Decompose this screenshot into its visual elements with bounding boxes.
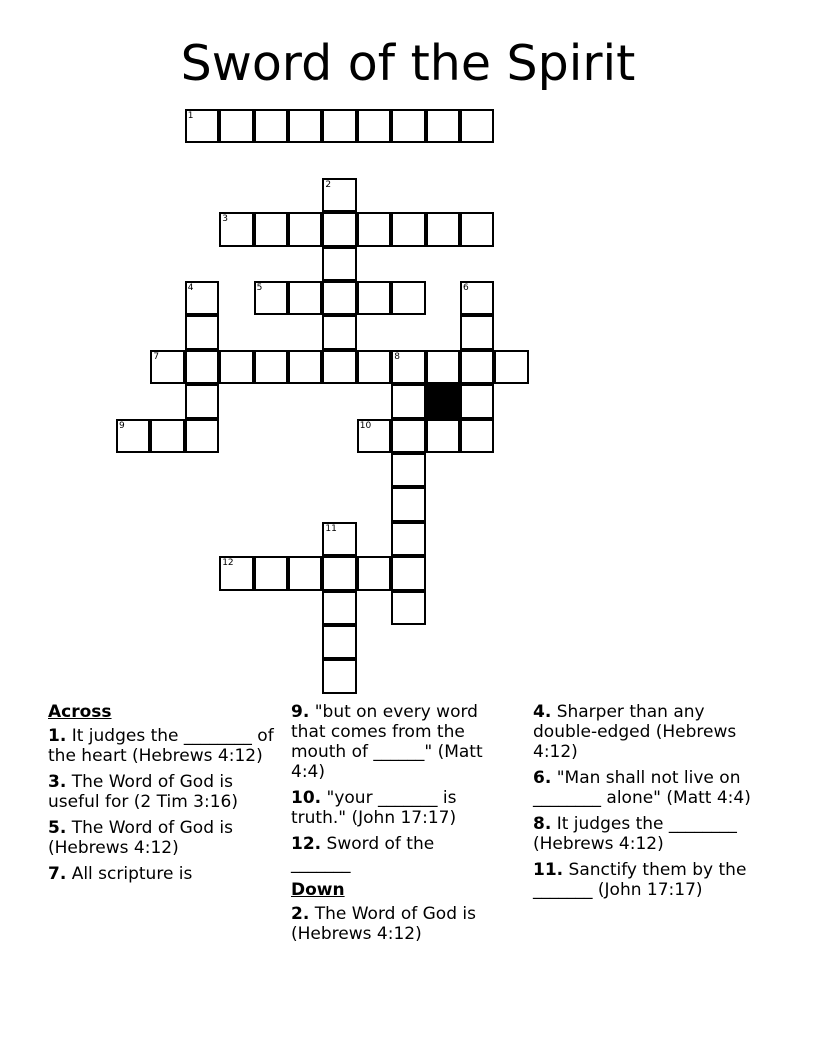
clue-text: It judges the ________ (Hebrews 4:12) [533, 814, 737, 854]
grid-cell[interactable] [357, 419, 391, 453]
grid-cell[interactable] [185, 315, 219, 349]
grid-cell[interactable] [322, 247, 356, 281]
grid-cell[interactable] [288, 212, 322, 246]
cell-number: 2 [325, 179, 332, 190]
grid-cell[interactable] [391, 556, 425, 590]
clue-text: All scripture is [71, 864, 193, 884]
grid-cell[interactable] [288, 281, 322, 315]
cell-number: 10 [359, 420, 372, 431]
clue-across-12 [291, 834, 451, 874]
grid-cell[interactable] [288, 556, 322, 590]
clue-number: 6. [533, 768, 552, 788]
clue-down-11 [533, 860, 773, 900]
grid-cell[interactable] [391, 453, 425, 487]
down-header: Down [291, 880, 345, 900]
grid-cell[interactable] [391, 419, 425, 453]
grid-cell[interactable] [460, 350, 494, 384]
grid-cell[interactable] [185, 384, 219, 418]
clue-number: 5. [48, 818, 67, 838]
grid-cell[interactable] [322, 659, 356, 693]
grid-cell[interactable] [357, 212, 391, 246]
clue-text: Sharper than any double-edged (Hebrews 4:12) [533, 702, 737, 762]
grid-cell[interactable] [391, 109, 425, 143]
grid-cell[interactable] [288, 109, 322, 143]
grid-cell[interactable] [150, 350, 184, 384]
grid-cell[interactable] [494, 350, 528, 384]
clue-column-2 [291, 702, 516, 950]
clue-number: 2. [291, 904, 310, 924]
grid-cell[interactable] [357, 281, 391, 315]
cell-number: 6 [463, 283, 469, 293]
cell-number: 9 [119, 420, 125, 431]
clue-across-9 [291, 702, 516, 782]
clue-across-1 [48, 726, 288, 766]
clue-text: The Word of God is (Hebrews 4:12) [48, 818, 233, 858]
clue-column-1 [48, 702, 288, 890]
grid-cell[interactable] [391, 384, 425, 418]
clue-across-7 [48, 864, 288, 884]
grid-cell[interactable] [460, 419, 494, 453]
grid-cell[interactable] [460, 315, 494, 349]
clue-column-3 [533, 702, 773, 906]
clue-text: The Word of God is useful for (2 Tim 3:16) [48, 772, 238, 812]
grid-cell[interactable] [322, 315, 356, 349]
clue-text: "but on every word that comes from the mouth of ______" (Matt 4:4) [291, 702, 483, 782]
grid-cell[interactable] [426, 109, 460, 143]
grid-cell[interactable] [185, 419, 219, 453]
cell-number: 1 [187, 111, 194, 121]
clue-text: The Word of God is (Hebrews 4:12) [291, 904, 476, 944]
clue-text: Sword of the _______ [291, 834, 435, 874]
grid-cell[interactable] [219, 109, 253, 143]
grid-cell[interactable] [322, 556, 356, 590]
clue-number: 1. [48, 726, 67, 746]
cell-number: 4 [187, 283, 194, 293]
puzzle-title: Sword of the Spirit [180, 35, 636, 92]
clue-number: 11. [533, 860, 564, 880]
grid-cell[interactable] [391, 487, 425, 521]
grid-cell[interactable] [185, 350, 219, 384]
clue-number: 9. [291, 702, 310, 722]
grid-cell[interactable] [426, 350, 460, 384]
grid-cell[interactable] [460, 109, 494, 143]
grid-cell[interactable] [288, 350, 322, 384]
grid-cell[interactable] [322, 109, 356, 143]
clue-down-6 [533, 768, 773, 808]
grid-cell[interactable] [185, 281, 219, 315]
cell-number: 12 [222, 558, 234, 569]
grid-cell[interactable] [254, 281, 288, 315]
clue-text: "your _______ is truth." (John 17:17) [291, 788, 457, 828]
grid-cell[interactable] [254, 212, 288, 246]
grid-cell[interactable] [391, 350, 425, 384]
cell-number: 7 [153, 351, 160, 362]
grid-cell[interactable] [322, 212, 356, 246]
grid-cell[interactable] [460, 212, 494, 246]
grid-cell[interactable] [460, 281, 494, 315]
clue-number: 4. [533, 702, 552, 722]
grid-cell[interactable] [322, 522, 356, 556]
grid-cell[interactable] [426, 419, 460, 453]
clue-down-8 [533, 814, 773, 854]
clue-number: 8. [533, 814, 552, 834]
clue-text: Sanctify them by the _______ (John 17:17) [533, 860, 747, 900]
grid-cell[interactable] [391, 591, 425, 625]
grid-cell[interactable] [150, 419, 184, 453]
grid-cell[interactable] [185, 109, 219, 143]
clue-across-10 [291, 788, 516, 828]
cell-number: 3 [222, 214, 228, 225]
clue-text: "Man shall not live on ________ alone" (Matt 4:4) [533, 768, 751, 808]
black-cell [426, 384, 460, 418]
grid-cell[interactable] [219, 556, 253, 590]
grid-cell[interactable] [322, 591, 356, 625]
grid-cell[interactable] [391, 522, 425, 556]
grid-cell[interactable] [322, 625, 356, 659]
clue-across-3 [48, 772, 288, 812]
clue-number: 3. [48, 772, 67, 792]
clue-text: It judges the ________ of the heart (Hebrews 4:12) [48, 726, 274, 766]
grid-cell[interactable] [219, 212, 253, 246]
clue-number: 10. [291, 788, 322, 808]
grid-cell[interactable] [219, 350, 253, 384]
grid-cell[interactable] [322, 350, 356, 384]
grid-cell[interactable] [254, 556, 288, 590]
grid-cell[interactable] [322, 281, 356, 315]
cell-number: 5 [256, 283, 263, 293]
grid-cell[interactable] [357, 109, 391, 143]
grid-cell[interactable] [322, 178, 356, 212]
grid-cell[interactable] [391, 281, 425, 315]
grid-cell[interactable] [357, 556, 391, 590]
grid-cell[interactable] [391, 212, 425, 246]
grid-cell[interactable] [426, 212, 460, 246]
across-header: Across [48, 702, 112, 722]
clue-across-5 [48, 818, 288, 858]
clue-down-4 [533, 702, 773, 762]
cell-number: 11 [325, 523, 337, 534]
grid-cell[interactable] [254, 350, 288, 384]
grid-cell[interactable] [357, 350, 391, 384]
grid-cell[interactable] [116, 419, 150, 453]
clue-down-2 [291, 904, 516, 944]
clue-number: 7. [48, 864, 67, 884]
grid-cell[interactable] [460, 384, 494, 418]
clue-number: 12. [291, 834, 322, 854]
cell-number: 8 [394, 351, 400, 362]
grid-cell[interactable] [254, 109, 288, 143]
